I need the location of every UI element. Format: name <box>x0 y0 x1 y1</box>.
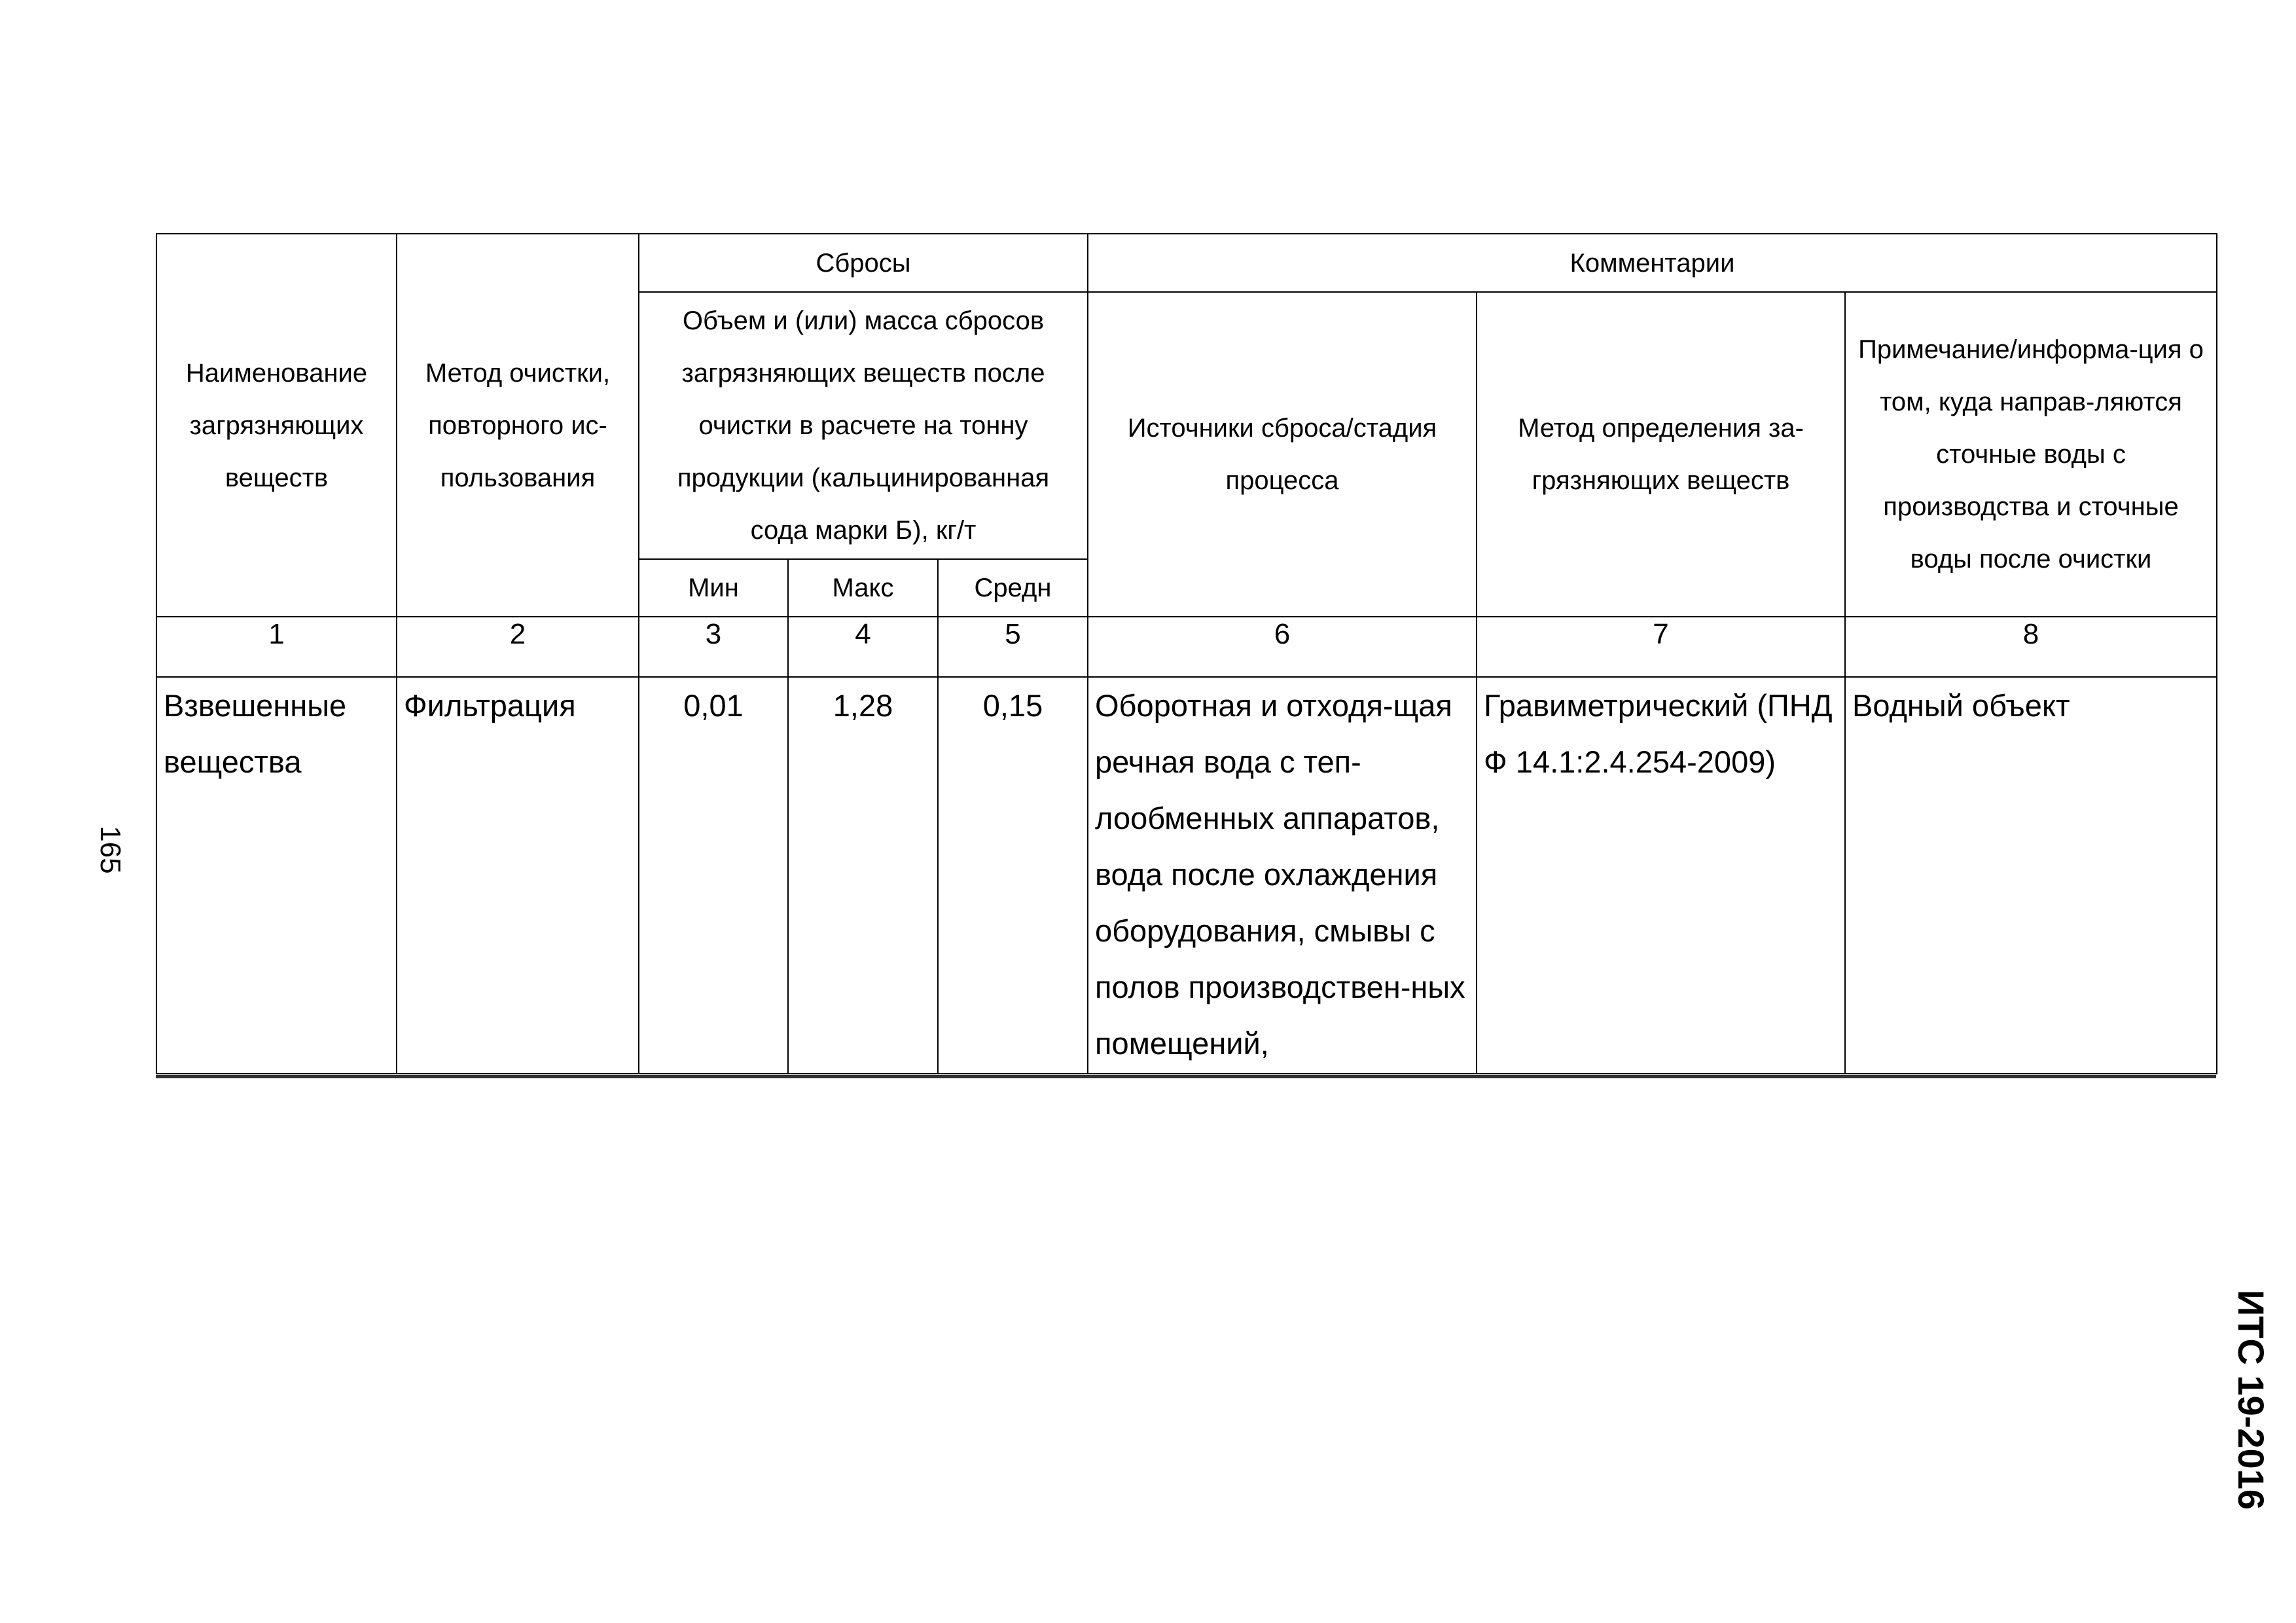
header-min: Мин <box>639 559 788 617</box>
header-discharges: Сбросы <box>639 234 1088 292</box>
header-max: Макс <box>788 559 938 617</box>
cell-sources: Оборотная и отходя-щая речная вода с теп-лообменных аппаратов, вода после охлаждения оборудования, смывы с полов производствен-ных помещений, <box>1088 677 1477 1074</box>
header-avg: Средн <box>938 559 1088 617</box>
cell-avg: 0,15 <box>938 677 1088 1074</box>
bottom-rule <box>156 1075 2216 1078</box>
cell-min: 0,01 <box>639 677 788 1074</box>
cell-determination-method: Гравиметрический (ПНД Ф 14.1:2.4.254-2009) <box>1477 677 1845 1074</box>
column-number: 5 <box>938 617 1088 677</box>
header-determination-method: Метод определения за-грязняющих веществ <box>1477 292 1845 617</box>
column-number: 1 <box>156 617 397 677</box>
column-number-row <box>156 617 2217 677</box>
header-substance: Наименование загрязняющих веществ <box>156 234 397 617</box>
column-number: 3 <box>639 617 788 677</box>
header-volume: Объем и (или) масса сбросов загрязняющих веществ после очистки в расчете на тонну продукции (кальцинированная сода марки Б), кг/т <box>639 292 1088 559</box>
column-number: 2 <box>397 617 639 677</box>
page-number: 165 <box>94 826 126 874</box>
emissions-table <box>156 233 2217 1074</box>
header-sources: Источники сброса/стадия процесса <box>1088 292 1477 617</box>
column-number: 6 <box>1088 617 1477 677</box>
document-code: ИТС 19-2016 <box>2231 1290 2272 1510</box>
header-note: Примечание/информа-ция о том, куда направ-ляются сточные воды с производства и сточные воды после очистки <box>1845 292 2217 617</box>
cell-substance: Взвешенные вещества <box>156 677 397 1074</box>
header-comments: Комментарии <box>1088 234 2217 292</box>
column-number: 4 <box>788 617 938 677</box>
cell-note: Водный объект <box>1845 677 2217 1074</box>
cell-cleaning-method: Фильтрация <box>397 677 639 1074</box>
table-row <box>156 677 2217 1074</box>
column-number: 8 <box>1845 617 2217 677</box>
column-number: 7 <box>1477 617 1845 677</box>
cell-max: 1,28 <box>788 677 938 1074</box>
header-cleaning-method: Метод очистки, повторного ис-пользования <box>397 234 639 617</box>
